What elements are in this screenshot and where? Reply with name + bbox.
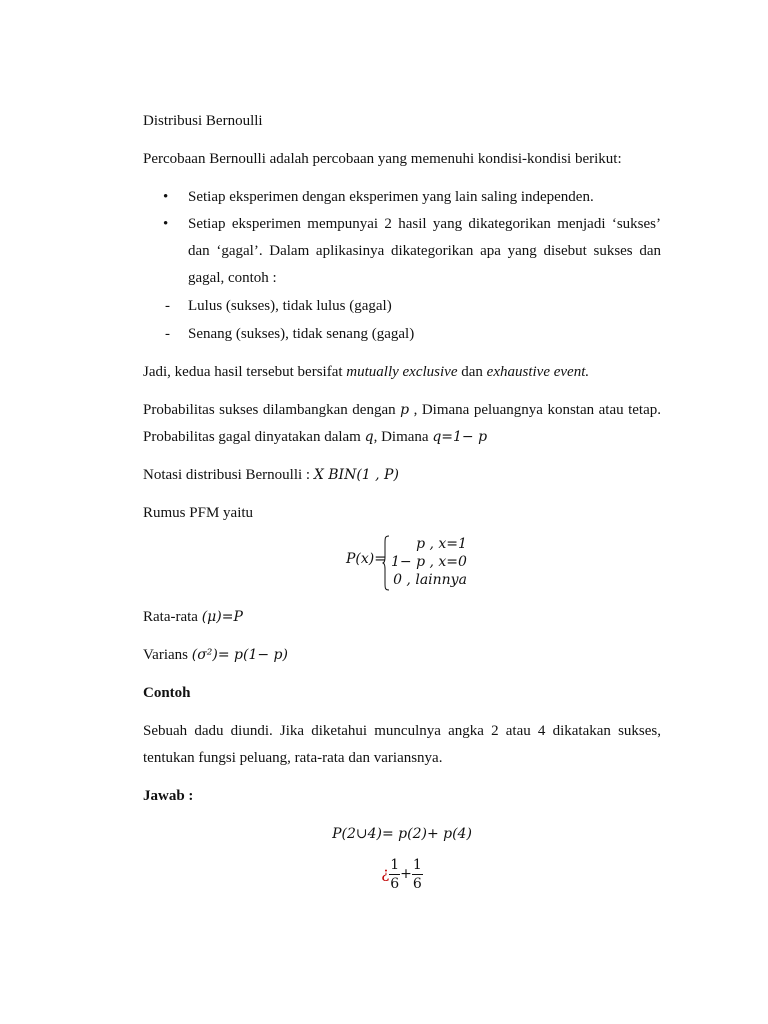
list-item (143, 184, 661, 211)
equation-lhs: P(x)= (346, 551, 386, 567)
math-p: p (400, 402, 410, 418)
intro-paragraph: Percobaan Bernoulli adalah percobaan yang memenuhi kondisi-kondisi berikut: (143, 151, 622, 167)
left-brace-icon (382, 535, 390, 591)
math-formula: (μ)=P (201, 609, 243, 625)
document-page (143, 108, 661, 893)
conclusion-text: Jadi, kedua hasil tersebut bersifat (143, 364, 347, 380)
list-item (143, 292, 661, 320)
prob-text: Probabilitas gagal dinyatakan dalam (143, 429, 365, 445)
answer-heading: Jawab : (143, 788, 194, 804)
fraction-numerator: 1 (390, 857, 400, 873)
conclusion-paragraph (143, 359, 661, 386)
document-title: Distribusi Bernoulli (143, 113, 263, 129)
math-formula: P(2∪4)= p(2)+ p(4) (332, 826, 472, 842)
math-q: q (364, 429, 374, 445)
list-item-text: Setiap eksperimen mempunyai 2 hasil yang dikategorikan menjadi ‘sukses’ dan ‘gagal’. Dalam aplikasinya dikategorikan apa yang disebut sukses dan gagal, contoh : (188, 216, 661, 286)
probability-paragraph (143, 397, 661, 451)
list-item (143, 320, 661, 348)
inverted-question-mark: ¿ (381, 863, 390, 882)
variance-line (143, 642, 661, 669)
list-item-text: Setiap eksperimen dengan eksperimen yang lain saling independen. (188, 189, 594, 205)
mean-label: Rata-rata (143, 609, 202, 625)
pfm-equation (143, 535, 661, 593)
notation-line (143, 462, 661, 489)
pfm-label: Rumus PFM yaitu (143, 505, 254, 521)
math-formula: q=1− p (432, 429, 488, 445)
conditions-list (143, 184, 661, 348)
case-line: p , x=1 (416, 536, 467, 552)
conclusion-term: exhaustive event. (486, 364, 590, 380)
fraction (412, 856, 423, 893)
example-heading: Contoh (143, 685, 191, 701)
dash-marker: - (165, 326, 170, 342)
bullet-marker: • (163, 189, 169, 205)
fraction (389, 856, 400, 893)
variance-label: Varians (143, 647, 192, 663)
conclusion-term: mutually exclusive (346, 364, 458, 380)
fraction-numerator: 1 (412, 857, 422, 873)
fraction-denominator: 6 (390, 876, 400, 892)
mean-line (143, 604, 661, 631)
case-line: 0 , lainnya (393, 572, 467, 588)
answer-equation-2 (143, 856, 661, 893)
equation-cases (391, 535, 467, 589)
math-formula: X BIN(1 , P) (313, 467, 399, 483)
fraction-denominator: 6 (412, 876, 422, 892)
list-item (143, 211, 661, 292)
prob-text: , Dimana (373, 429, 433, 445)
notation-label: Notasi distribusi Bernoulli : (143, 467, 314, 483)
prob-text: , Dimana peluangnya konstan atau tetap. (409, 402, 662, 418)
dash-marker: - (165, 298, 170, 314)
prob-text: Probabilitas sukses dilambangkan dengan (143, 402, 401, 418)
plus-sign: + (400, 865, 412, 882)
bullet-marker: • (163, 216, 169, 232)
example-paragraph: Sebuah dadu diundi. Jika diketahui munculnya angka 2 atau 4 dikatakan sukses, tentukan fungsi peluang, rata-rata dan variansnya. (143, 723, 661, 766)
list-item-text: Lulus (sukses), tidak lulus (gagal) (188, 298, 392, 314)
conclusion-text: dan (457, 364, 487, 380)
list-item-text: Senang (sukses), tidak senang (gagal) (188, 326, 415, 342)
math-formula: (σ²)= p(1− p) (191, 647, 288, 663)
case-line: 1− p , x=0 (391, 554, 467, 570)
answer-equation-1 (143, 821, 661, 848)
